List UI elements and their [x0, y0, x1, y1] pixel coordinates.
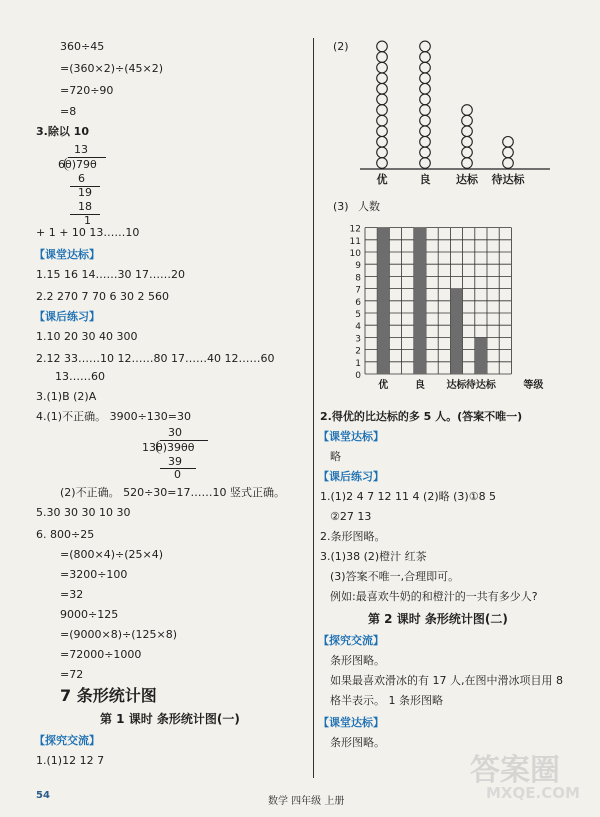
bead — [377, 84, 388, 95]
line: 2.条形图略。 — [320, 530, 386, 543]
line: =3200÷100 — [60, 568, 128, 581]
step: 6 — [78, 172, 85, 185]
line: ②27 13 — [330, 510, 372, 523]
line: 格半表示。 1 条形图略 — [330, 694, 443, 707]
y-tick-label: 9 — [355, 261, 361, 272]
line: 1.10 20 30 40 300 — [36, 330, 138, 343]
y-tick-label: 5 — [355, 310, 361, 320]
bead — [377, 147, 388, 158]
x-tick-label: 达标 — [446, 380, 467, 391]
line: =720÷90 — [60, 84, 114, 97]
dividend: 6θ)79θ — [58, 158, 97, 171]
part-label: (3) — [333, 200, 349, 213]
lesson-heading: 第 2 课时 条形统计图(二) — [368, 612, 508, 626]
unit-heading: 7 条形统计图 — [60, 686, 157, 705]
line: 1.(1)12 12 7 — [36, 754, 105, 767]
line: 1.15 16 14……30 17……20 — [36, 268, 185, 281]
section-tag: 【课后练习】 — [34, 310, 100, 323]
bead — [420, 115, 431, 126]
line: =(800×4)÷(25×4) — [60, 548, 164, 561]
y-tick-label: 1 — [355, 358, 361, 369]
line: 2.12 33……10 12……80 17……40 12……60 — [36, 352, 275, 365]
dividend: 13θ)39θθ — [142, 441, 195, 454]
x-tick-label: 优 — [378, 380, 389, 391]
page-number: 54 — [36, 790, 50, 801]
line: 条形图略。 — [330, 736, 385, 749]
line: + 1 + 10 13……10 — [36, 226, 140, 239]
footer-title: 数学 四年级 上册 — [268, 796, 345, 807]
bead — [462, 158, 473, 169]
bead-label: 良 — [419, 173, 431, 186]
bead — [377, 158, 388, 169]
x-tick-label: 良 — [414, 380, 425, 391]
line: 如果最喜欢滑冰的有 17 人,在图中滑冰项目用 8 — [330, 674, 563, 687]
section-tag: 【课堂达标】 — [318, 430, 384, 443]
line: 13……60 — [55, 370, 105, 383]
bar — [475, 337, 487, 374]
y-axis-title: 人数 — [358, 200, 380, 213]
step: 18 — [78, 200, 92, 213]
line: 360÷45 — [60, 40, 105, 53]
bead — [377, 137, 388, 148]
line: 2.2 270 7 70 6 30 2 560 — [36, 290, 169, 303]
line: 5.30 30 30 10 30 — [36, 506, 131, 519]
bead — [503, 158, 514, 169]
bead-label: 优 — [376, 173, 388, 186]
bead — [420, 62, 431, 73]
bead-chart — [350, 38, 570, 198]
bead — [420, 158, 431, 169]
x-tick-label: 待达标 — [465, 380, 496, 391]
line: =32 — [60, 588, 84, 601]
section-tag: 【探究交流】 — [318, 634, 384, 647]
bead — [377, 115, 388, 126]
bead — [462, 147, 473, 158]
line: =72000÷1000 — [60, 648, 142, 661]
bead — [377, 73, 388, 84]
bead-label: 达标 — [456, 173, 478, 186]
y-tick-label: 10 — [349, 249, 361, 259]
step: 0 — [174, 468, 181, 481]
bead — [462, 137, 473, 148]
lesson-heading: 第 1 课时 条形统计图(一) — [100, 712, 240, 726]
bead — [377, 41, 388, 52]
y-tick-label: 12 — [349, 224, 361, 235]
line: 3.(1)38 (2)橙汁 红茶 — [320, 550, 427, 563]
bead — [462, 115, 473, 126]
quotient: 30 — [168, 426, 182, 439]
bead — [420, 73, 431, 84]
quotient: 13 — [74, 143, 88, 156]
watermark-url: MXQE.COM — [486, 784, 580, 802]
y-tick-label: 6 — [355, 297, 361, 308]
bead — [420, 137, 431, 148]
line: 条形图略。 — [330, 654, 385, 667]
bar-chart — [340, 212, 544, 402]
y-tick-label: 11 — [349, 236, 361, 247]
bead — [377, 52, 388, 63]
line: 2.得优的比达标的多 5 人。(答案不唯一) — [320, 410, 523, 423]
step: 39 — [168, 455, 182, 468]
line: 略 — [330, 450, 341, 463]
section-tag: 【课后练习】 — [318, 470, 384, 483]
line: 例如:最喜欢牛奶的和橙汁的一共有多少人? — [330, 590, 538, 603]
bead — [462, 126, 473, 137]
line: (3)答案不唯一,合理即可。 — [330, 570, 460, 583]
bead — [377, 105, 388, 116]
section-tag: 【课堂达标】 — [318, 716, 384, 729]
line: 4.(1)不正确。 3900÷130=30 — [36, 410, 191, 423]
line: (2)不正确。 520÷30=17……10 竖式正确。 — [60, 486, 285, 499]
bead — [420, 126, 431, 137]
line: =(9000×8)÷(125×8) — [60, 628, 178, 641]
bead — [377, 126, 388, 137]
line: =(360×2)÷(45×2) — [60, 62, 164, 75]
line: =72 — [60, 668, 84, 681]
watermark-logo: 答案圈 — [470, 753, 560, 788]
bead — [420, 147, 431, 158]
bead — [420, 105, 431, 116]
bead — [462, 105, 473, 116]
y-tick-label: 7 — [355, 285, 361, 296]
step: 1 — [84, 214, 91, 227]
column-divider — [313, 38, 314, 778]
question-3: 3.除以 10 — [36, 125, 89, 138]
x-axis-title: 等级 — [523, 380, 544, 391]
section-tag: 【探究交流】 — [34, 734, 100, 747]
line: 9000÷125 — [60, 608, 119, 621]
line: 3.(1)B (2)A — [36, 390, 97, 403]
bead — [503, 137, 514, 148]
bead — [377, 62, 388, 73]
y-tick-label: 0 — [355, 371, 361, 381]
bead — [420, 52, 431, 63]
part-label: (2) — [333, 40, 349, 53]
step: 19 — [78, 186, 92, 199]
bar — [377, 228, 389, 374]
y-tick-label: 3 — [355, 334, 361, 345]
line: =8 — [60, 105, 77, 118]
bead — [420, 94, 431, 105]
bead — [377, 94, 388, 105]
line: 6. 800÷25 — [36, 528, 95, 541]
bead — [420, 41, 431, 52]
bar — [414, 228, 426, 374]
bead-label: 待达标 — [491, 173, 525, 186]
bar — [450, 289, 462, 374]
section-tag: 【课堂达标】 — [34, 248, 100, 261]
y-tick-label: 8 — [355, 273, 361, 284]
y-tick-label: 4 — [355, 322, 361, 333]
bead — [503, 147, 514, 158]
line: 1.(1)2 4 7 12 11 4 (2)略 (3)①8 5 — [320, 490, 497, 503]
y-tick-label: 2 — [355, 346, 361, 357]
bead — [420, 84, 431, 95]
